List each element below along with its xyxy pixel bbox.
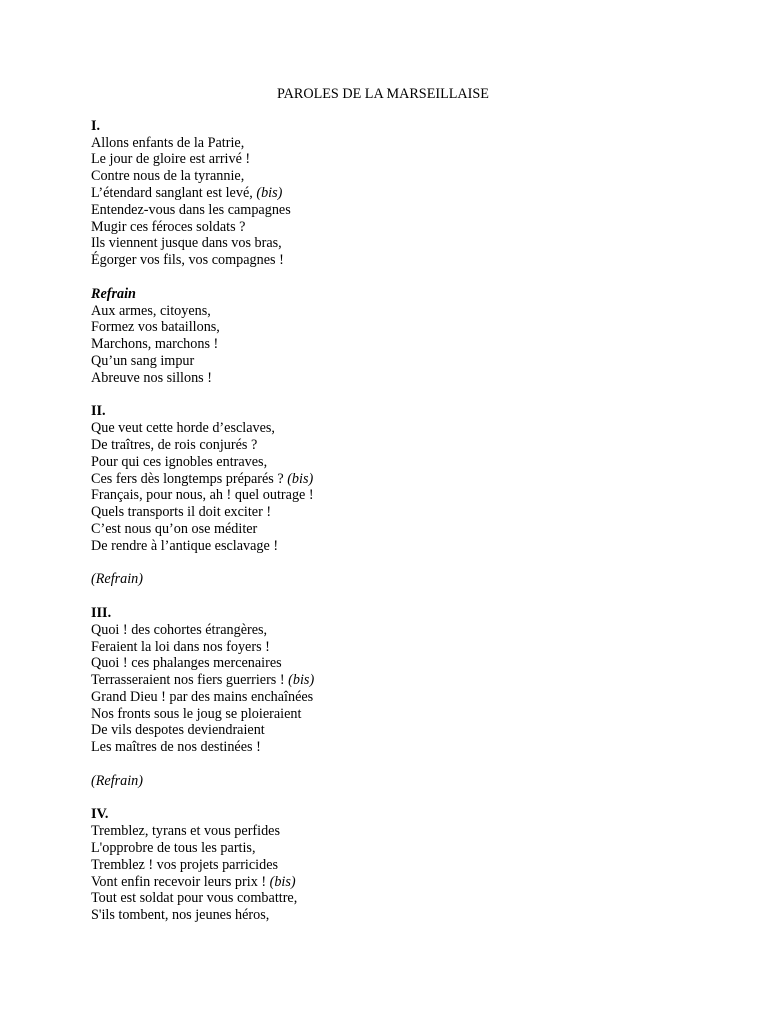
verse-line: Français, pour nous, ah ! quel outrage ! — [91, 487, 314, 504]
verse-line: L'opprobre de tous les partis, — [91, 840, 256, 857]
verse-line: Ils viennent jusque dans vos bras, — [91, 235, 282, 252]
bis-marker: (bis) — [288, 672, 315, 689]
verse-text: Vont enfin recevoir leurs prix ! — [91, 873, 270, 890]
verse-line: De rendre à l’antique esclavage ! — [91, 537, 279, 554]
refrain-reference: (Refrain) — [91, 772, 144, 789]
verse-line: Les maîtres de nos destinées ! — [91, 739, 261, 756]
bis-marker: (bis) — [256, 184, 283, 201]
verse-line — [91, 471, 691, 488]
verse-line: Allons enfants de la Patrie, — [91, 134, 245, 151]
verse-text: Ces fers dès longtemps préparés ? — [91, 470, 288, 487]
stanza-3 — [91, 605, 691, 756]
verse-line: Entendez-vous dans les campagnes — [91, 201, 291, 218]
stanza-1-heading: I. — [91, 117, 101, 134]
stanza-2-heading: II. — [91, 403, 106, 420]
verse-line: Quoi ! ces phalanges mercenaires — [91, 655, 282, 672]
verse-line: Égorger vos fils, vos compagnes ! — [91, 252, 284, 269]
verse-line: S'ils tombent, nos jeunes héros, — [91, 907, 270, 924]
verse-line: Le jour de gloire est arrivé ! — [91, 151, 251, 168]
refrain — [91, 286, 691, 387]
verse-line — [91, 672, 691, 689]
verse-line: Quels transports il doit exciter ! — [91, 504, 272, 521]
refrain-heading: Refrain — [91, 285, 136, 302]
verse-line: Aux armes, citoyens, — [91, 302, 211, 319]
refrain-reference: (Refrain) — [91, 571, 144, 588]
verse-line: Mugir ces féroces soldats ? — [91, 218, 246, 235]
verse-line — [91, 185, 691, 202]
verse-line: Grand Dieu ! par des mains enchaînées — [91, 688, 314, 705]
verse-line: Tremblez, tyrans et vous perfides — [91, 823, 280, 840]
verse-line: De vils despotes deviendraient — [91, 722, 265, 739]
verse-line: Contre nous de la tyrannie, — [91, 168, 245, 185]
verse-line: Nos fronts sous le joug se ploieraient — [91, 705, 302, 722]
verse-line: Abreuve nos sillons ! — [91, 369, 212, 386]
stanza-1 — [91, 118, 691, 269]
verse-line: Qu’un sang impur — [91, 352, 195, 369]
verse-line: Quoi ! des cohortes étrangères, — [91, 621, 268, 638]
verse-line — [91, 874, 691, 891]
verse-line: Formez vos bataillons, — [91, 319, 220, 336]
verse-line: Marchons, marchons ! — [91, 336, 219, 353]
bis-marker: (bis) — [269, 873, 296, 890]
verse-line: Tremblez ! vos projets parricides — [91, 856, 279, 873]
verse-line: Que veut cette horde d’esclaves, — [91, 420, 275, 437]
verse-text: Terrasseraient nos fiers guerriers ! — [91, 672, 289, 689]
verse-line: Pour qui ces ignobles entraves, — [91, 453, 268, 470]
verse-line: Feraient la loi dans nos foyers ! — [91, 638, 270, 655]
verse-line: De traîtres, de rois conjurés ? — [91, 436, 258, 453]
verse-line: Tout est soldat pour vous combattre, — [91, 890, 298, 907]
verse-text: L’étendard sanglant est levé, — [91, 184, 257, 201]
bis-marker: (bis) — [287, 470, 314, 487]
stanza-3-heading: III. — [91, 604, 112, 621]
stanza-2 — [91, 403, 691, 554]
stanza-4 — [91, 806, 691, 924]
document-page — [91, 86, 691, 941]
stanza-4-heading: IV. — [91, 806, 109, 823]
document-title: PAROLES DE LA MARSEILLAISE — [277, 86, 489, 102]
verse-line: C’est nous qu’on ose méditer — [91, 520, 258, 537]
